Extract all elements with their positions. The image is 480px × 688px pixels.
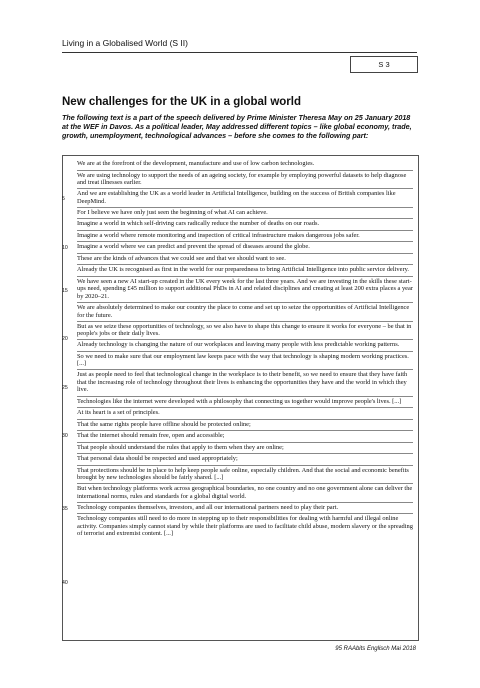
paragraph: Already the UK is recognised as first in the world for our preparedness to bring Artificial Intelligence into public service delivery.	[77, 264, 413, 274]
paragraph: That the internet should remain free, open and accessible;	[77, 430, 413, 440]
paragraph: That personal data should be respected and used appropriately;	[77, 453, 413, 463]
paragraph: We have seen a new AI start-up created in the UK every week for the last three years. And we are investing in the skills these start-ups need, spending £45 million to support additional PhDs in AI and related disciplines and creating at least 200 extra places a year by 2020–21.	[77, 277, 413, 300]
intro-text: The following text is a part of the speech delivered by Prime Minister Theresa May on 25 January 2018 at the WEF in Davos. As a political leader, May addressed different topics – like global economy, trade, growth, unemployment, technological advances – before she comes to the following part:	[62, 113, 412, 140]
paragraph: And we are establishing the UK as a world leader in Artificial Intelligence, building on the success of British companies like DeepMind.	[77, 188, 413, 205]
paragraph: Imagine a world where we can predict and prevent the spread of diseases around the globe.	[77, 241, 413, 251]
paragraph: So we need to make sure that our employment law keeps pace with the way that technology is shaping modern working practices. [...]	[77, 351, 413, 368]
paragraph: But as we seize these opportunities of technology, so we also have to shape this change to ensure it works for everyone – be that in people's jobs or their daily lives.	[77, 322, 412, 338]
paragraph: We are absolutely determined to make our country the place to come and set up to seize the opportunities of Artificial Intelligence for the future.	[77, 302, 413, 319]
line-number: 20	[62, 336, 68, 342]
paragraph: At its heart is a set of principles.	[77, 407, 413, 417]
line-number: 5	[62, 196, 65, 202]
paragraph: Technology companies still need to do more in stepping up to their responsibilities for dealing with harmful and illegal online activity. Companies simply cannot stand by while their platforms are used to facilitate child abuse, modern slavery or the spreading of terrorist and extremist content. [...]	[77, 515, 413, 538]
sheet-number-badge: S 3	[350, 56, 418, 73]
line-number: 10	[62, 245, 68, 251]
speech-text-box	[62, 155, 419, 641]
paragraph: Imagine a world in which self-driving cars radically reduce the number of deaths on our roads.	[77, 218, 413, 228]
paragraph: We are using technology to support the needs of an ageing society, for example by employing powerful datasets to help diagnose and treat illnesses earlier.	[77, 170, 413, 187]
paragraph: These are the kinds of advances that we could see and that we should want to see.	[77, 253, 413, 263]
line-number: 25	[62, 385, 68, 391]
header-title: Living in a Globalised World (S II)	[62, 38, 188, 48]
paragraph: For I believe we have only just seen the beginning of what AI can achieve.	[77, 207, 413, 217]
paragraph: That the same rights people have offline should be protected online;	[77, 419, 413, 429]
page-title: New challenges for the UK in a global world	[62, 96, 301, 108]
paragraph: But when technology platforms work across geographical boundaries, no one country and no one government alone can deliver the international norms, rules and standards for a global digital world.	[77, 485, 413, 500]
paragraph: Technology companies themselves, investors, and all our international partners need to play their part.	[77, 502, 413, 512]
paragraph: Imagine a world where remote monitoring and inspection of critical infrastructure makes dangerous jobs safer.	[77, 230, 413, 240]
paragraph: We are at the forefront of the development, manufacture and use of low carbon technologies.	[77, 160, 315, 167]
line-number: 15	[62, 288, 68, 294]
paragraph: That protections should be in place to help keep people safe online, especially children. And that the social and economic benefits brought by new technologies should be fairly shared. [...]	[77, 465, 413, 482]
paragraph: Technologies like the internet were developed with a philosophy that connecting us together would improve people's lives. [...]	[77, 396, 413, 406]
line-number: 35	[62, 506, 68, 512]
footer-source: 95 RAAbits Englisch Mai 2018	[335, 646, 416, 652]
paragraph: That people should understand the rules that apply to them when they are online;	[77, 442, 413, 452]
line-number: 30	[62, 433, 68, 439]
paragraph: Already technology is changing the nature of our workplaces and leaving many people with less predictable working patterns.	[77, 339, 413, 349]
paragraph: Just as people need to feel that technological change in the workplace is to their benefit, so we need to ensure that they have faith that the increasing role of technology throughout their lives is enhancing the opportunities they have and the world in which they live.	[77, 369, 413, 394]
line-number: 40	[62, 580, 68, 586]
header-divider	[62, 52, 417, 53]
